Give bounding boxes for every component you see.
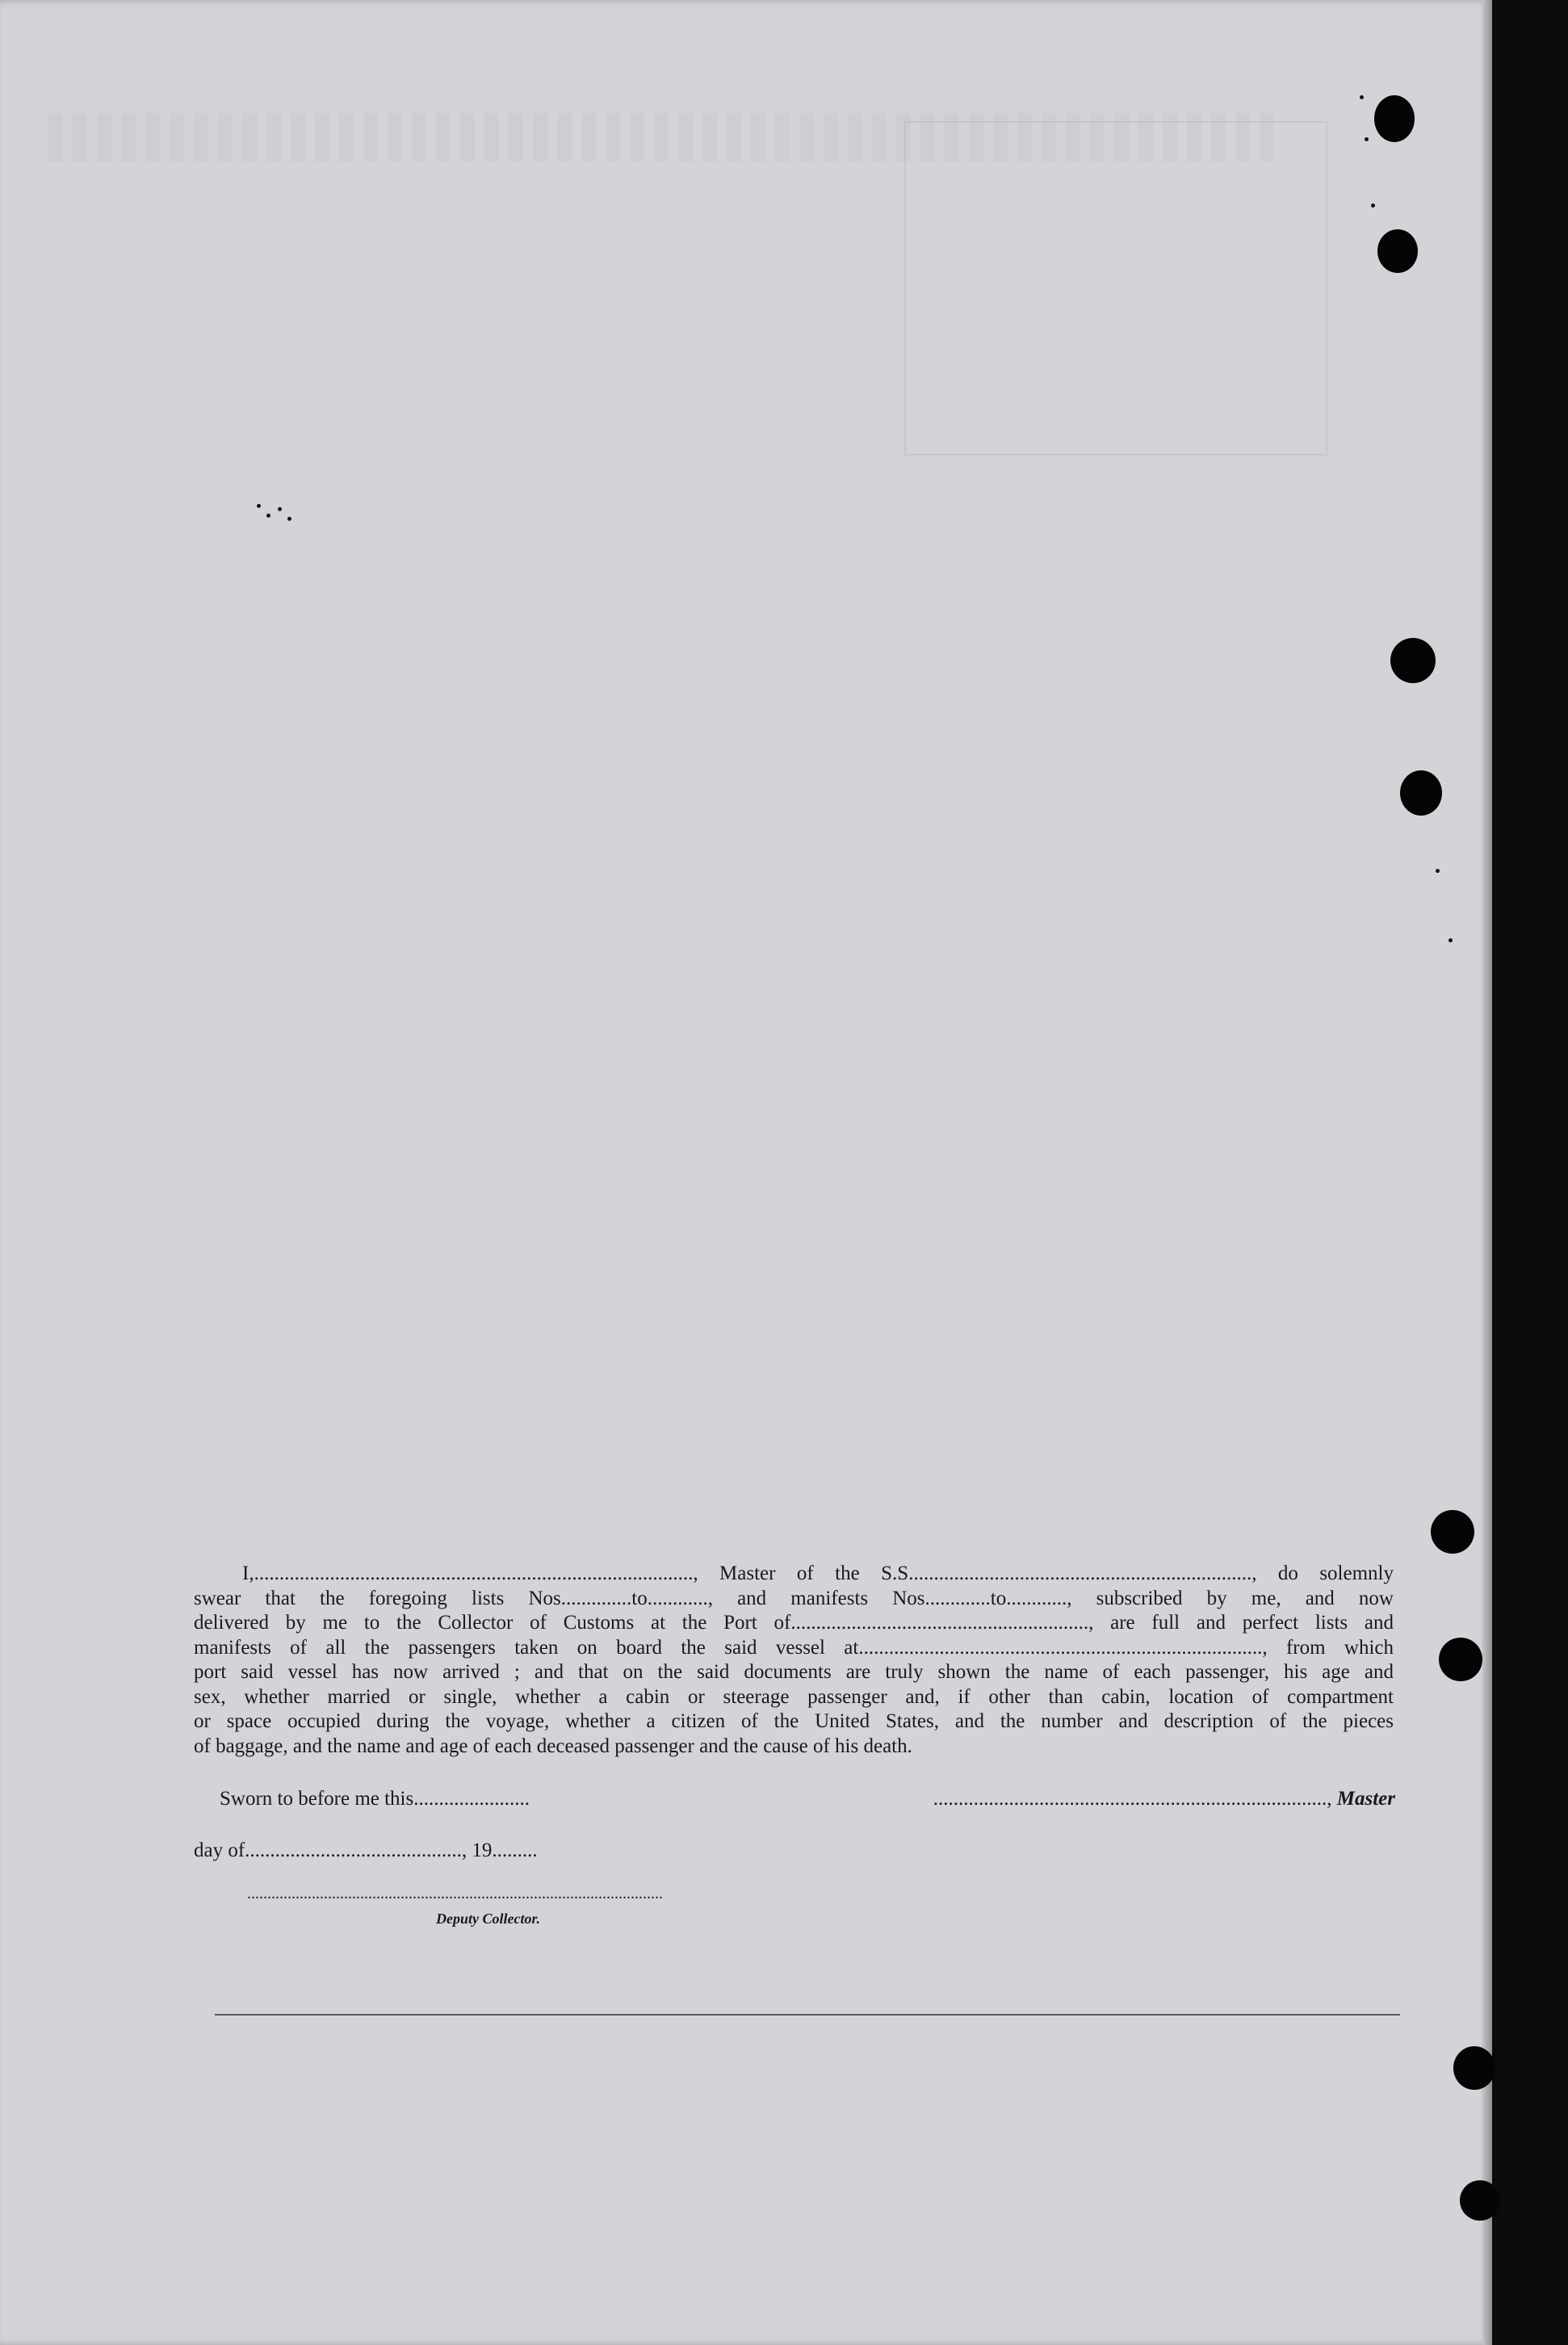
punch-hole — [1374, 95, 1415, 142]
faded-form-box — [904, 121, 1327, 455]
oath-line: delivered by me to the Collector of Customs at the Port of..........................................................., are full and perfect lists and — [194, 1612, 1394, 1634]
ink-speck — [287, 517, 291, 521]
master-label: Master — [1336, 1788, 1395, 1810]
master-signature-dots: .............................................................................., — [933, 1788, 1332, 1810]
sworn-statement: Sworn to before me this....................... — [220, 1788, 530, 1810]
oath-line: manifests of all the passengers taken on board the said vessel at................................................................................, from which — [194, 1636, 1394, 1659]
ink-speck — [1449, 938, 1453, 942]
deputy-collector-label: Deputy Collector. — [436, 1911, 540, 1927]
page-edge-shadow — [1482, 0, 1492, 2345]
deputy-signature-dots: ....................................................................................................... — [247, 1885, 663, 1902]
ink-speck — [1365, 137, 1369, 141]
oath-line: I,......................................................................................., Master of the S.S...................................................................., do solemnly — [242, 1563, 1394, 1584]
oath-line: swear that the foregoing lists Nos..............to............, and manifests Nos.............to............, subscribed by me, and now — [194, 1587, 1394, 1609]
punch-hole — [1460, 2180, 1500, 2221]
punch-hole — [1390, 638, 1436, 683]
punch-hole — [1453, 2046, 1495, 2090]
ink-speck — [1371, 203, 1375, 208]
date-line: day of..........................................., 19......... — [194, 1840, 538, 1861]
punch-hole — [1439, 1638, 1482, 1681]
oath-line: of baggage, and the name and age of each deceased passenger and the cause of his death. — [194, 1735, 912, 1757]
ink-speck — [1360, 95, 1364, 99]
ink-speck — [266, 514, 270, 518]
master-signature-line — [908, 1788, 1395, 1810]
ink-speck — [1436, 869, 1440, 873]
oath-paragraph — [194, 1562, 1394, 1759]
oath-line: sex, whether married or single, whether a cabin or steerage passenger and, if other than cabin, location of compartment — [194, 1685, 1394, 1708]
ink-speck — [278, 507, 282, 511]
punch-hole — [1377, 229, 1418, 273]
punch-hole — [1400, 770, 1442, 816]
oath-line: or space occupied during the voyage, whether a citizen of the United States, and the number and description of the pieces — [194, 1710, 1394, 1732]
ink-speck — [257, 504, 261, 508]
punch-hole — [1431, 1510, 1474, 1554]
horizontal-rule — [215, 2014, 1400, 2016]
oath-line: port said vessel has now arrived ; and that on the said documents are truly shown the name of each passenger, his age and — [194, 1661, 1394, 1683]
